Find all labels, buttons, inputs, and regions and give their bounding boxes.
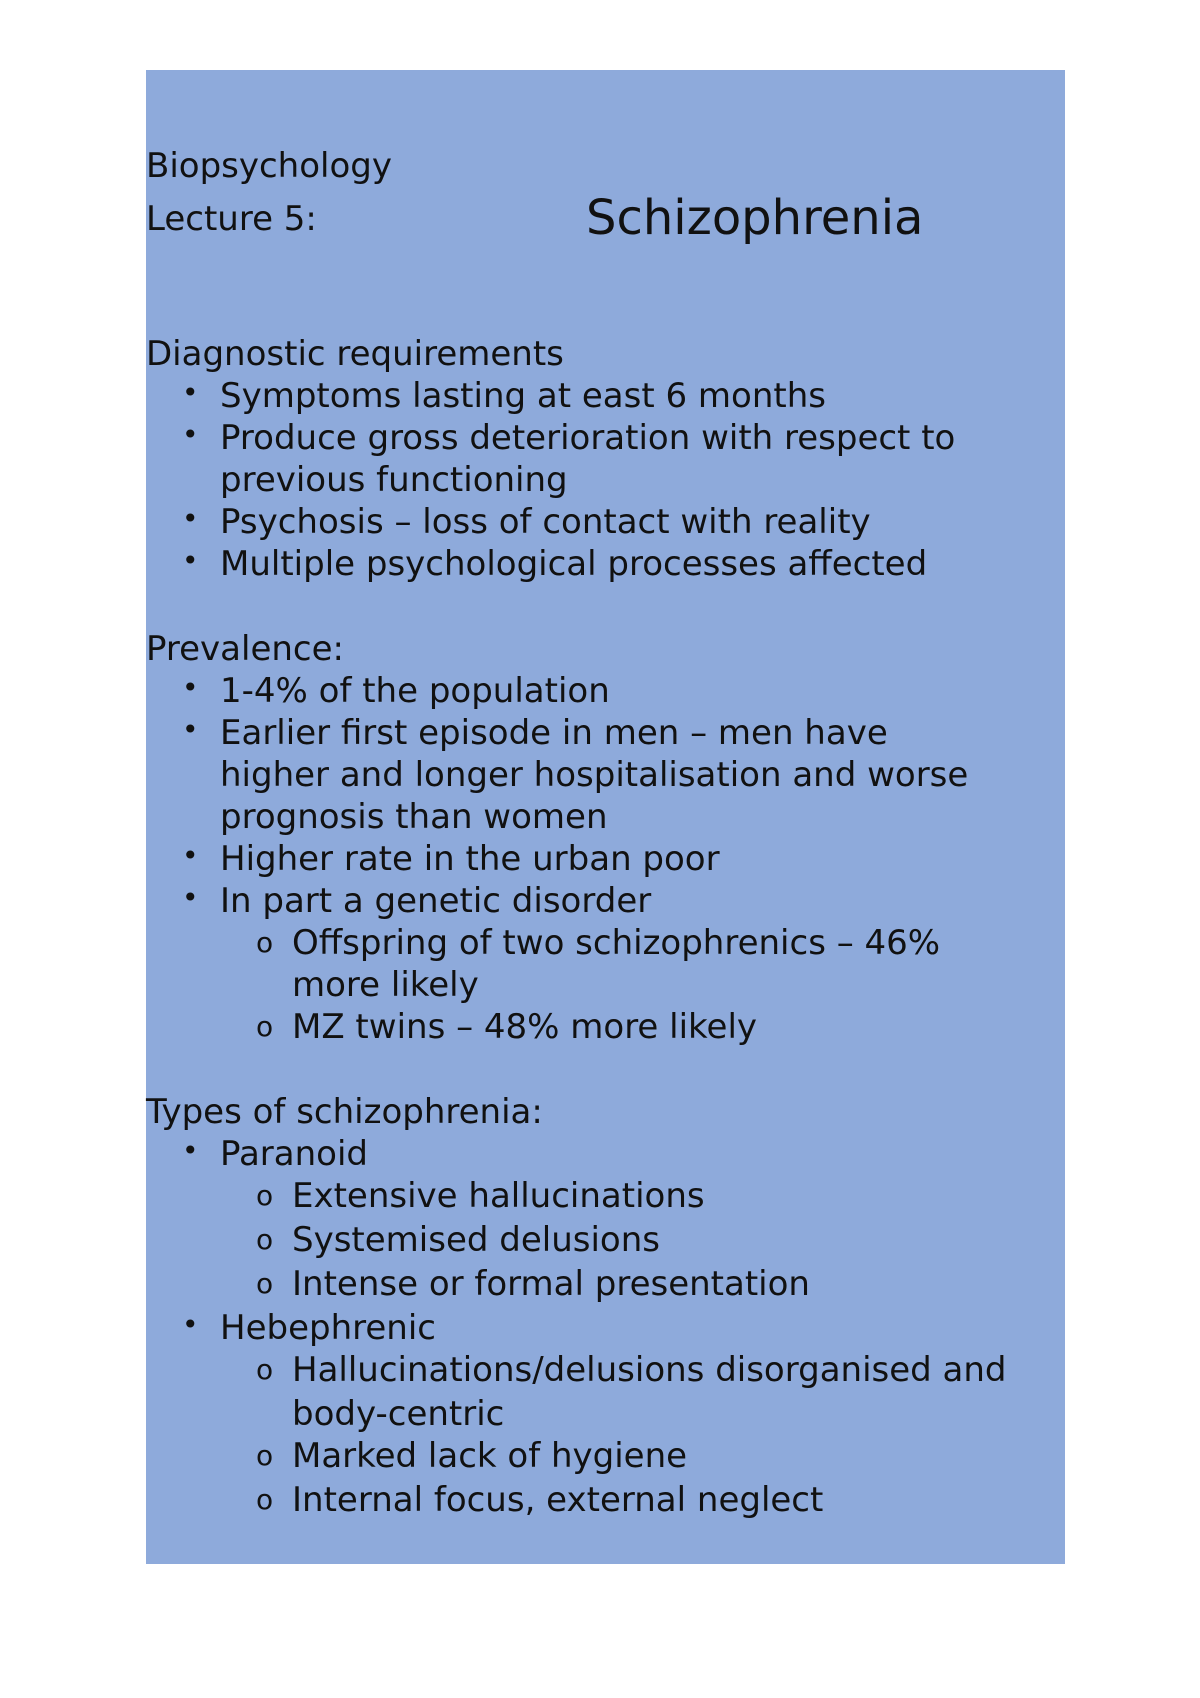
circle-bullet-icon: o — [256, 1223, 274, 1256]
section-heading-diagnostic: Diagnostic requirements — [146, 334, 564, 374]
circle-bullet-icon: o — [256, 1439, 274, 1472]
list-item: In part a genetic disorder — [220, 881, 652, 921]
list-item: Earlier first episode in men – men have — [220, 713, 888, 753]
bullet-icon: • — [182, 418, 199, 451]
sub-list-item: MZ twins – 48% more likely — [292, 1007, 758, 1047]
bullet-icon: • — [182, 1308, 199, 1341]
bullet-icon: • — [182, 502, 199, 535]
sub-list-item-continuation: body-centric — [292, 1394, 505, 1434]
sub-list-item: Intense or formal presentation — [292, 1264, 810, 1304]
sub-list-item: Offspring of two schizophrenics – 46% — [292, 923, 941, 963]
list-item: Multiple psychological processes affected — [220, 544, 928, 584]
sub-list-item: Internal focus, external neglect — [292, 1480, 824, 1520]
section-heading-types: Types of schizophrenia: — [146, 1092, 543, 1132]
circle-bullet-icon: o — [256, 1353, 274, 1386]
list-item: Hebephrenic — [220, 1308, 436, 1348]
lecture-title: Schizophrenia — [586, 190, 924, 246]
list-item: 1-4% of the population — [220, 671, 610, 711]
bullet-icon: • — [182, 671, 199, 704]
list-item: Psychosis – loss of contact with reality — [220, 502, 871, 542]
circle-bullet-icon: o — [256, 1483, 274, 1516]
circle-bullet-icon: o — [256, 926, 274, 959]
circle-bullet-icon: o — [256, 1267, 274, 1300]
sub-list-item: Extensive hallucinations — [292, 1176, 705, 1216]
circle-bullet-icon: o — [256, 1010, 274, 1043]
list-item-continuation: previous functioning — [220, 460, 568, 500]
section-heading-prevalence: Prevalence: — [146, 629, 344, 669]
list-item: Paranoid — [220, 1134, 369, 1174]
lecture-label: Lecture 5: — [146, 199, 317, 239]
course-name: Biopsychology — [146, 146, 392, 186]
bullet-icon: • — [182, 544, 199, 577]
bullet-icon: • — [182, 713, 199, 746]
circle-bullet-icon: o — [256, 1179, 274, 1212]
list-item-continuation: higher and longer hospitalisation and worse — [220, 755, 969, 795]
list-item: Higher rate in the urban poor — [220, 839, 720, 879]
bullet-icon: • — [182, 881, 199, 914]
bullet-icon: • — [182, 376, 199, 409]
sub-list-item: Marked lack of hygiene — [292, 1436, 688, 1476]
sub-list-item: Systemised delusions — [292, 1220, 660, 1260]
list-item-continuation: prognosis than women — [220, 797, 608, 837]
bullet-icon: • — [182, 839, 199, 872]
list-item: Symptoms lasting at east 6 months — [220, 376, 826, 416]
list-item: Produce gross deterioration with respect to — [220, 418, 956, 458]
sub-list-item-continuation: more likely — [292, 965, 479, 1005]
sub-list-item: Hallucinations/delusions disorganised and — [292, 1350, 1007, 1390]
bullet-icon: • — [182, 1134, 199, 1167]
